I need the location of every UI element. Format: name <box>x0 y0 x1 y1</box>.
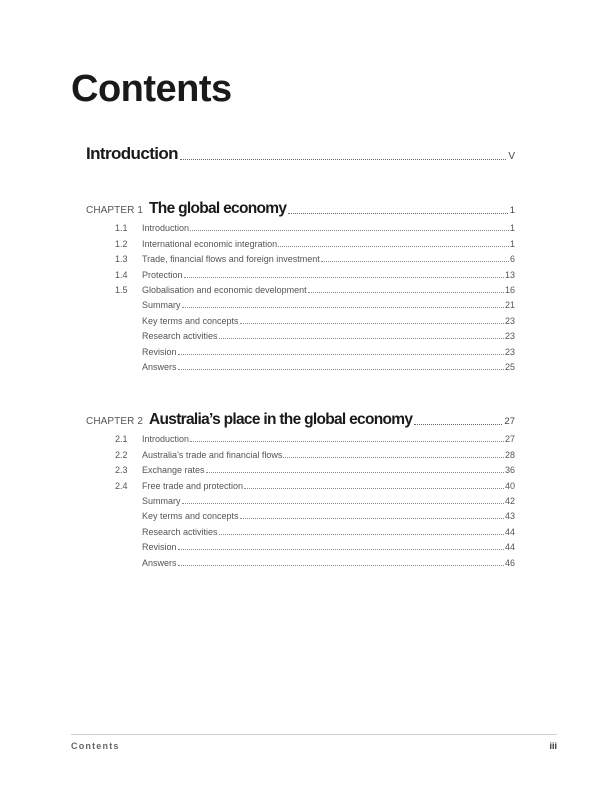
toc-entry[interactable] <box>86 492 515 507</box>
dot-leader <box>244 487 504 489</box>
entry-title: Key terms and concepts <box>142 315 239 326</box>
dot-leader <box>190 229 509 231</box>
entry-title: Australia’s trade and financial flows <box>142 449 283 460</box>
entry-number: 1.3 <box>115 254 128 265</box>
chapter-label: CHAPTER 1 <box>86 205 144 216</box>
entry-title: Revision <box>142 346 177 357</box>
dot-leader <box>219 337 504 339</box>
toc-entry[interactable] <box>86 311 515 326</box>
entry-title: Revision <box>142 542 177 553</box>
dot-leader <box>178 353 504 355</box>
toc-entry[interactable] <box>86 342 515 357</box>
entry-number: 1.5 <box>115 284 128 295</box>
entry-page: 1 <box>509 223 515 234</box>
chapter-page: 1 <box>509 205 515 216</box>
chapter-1-heading[interactable] <box>86 196 515 218</box>
entry-title: Trade, financial flows and foreign investment <box>142 254 320 265</box>
entry-page: 44 <box>504 542 515 553</box>
dot-leader <box>321 260 509 262</box>
toc-entry[interactable] <box>86 358 515 373</box>
entry-page: 40 <box>504 480 515 491</box>
toc-entry[interactable] <box>86 327 515 342</box>
toc-introduction-title: Introduction <box>86 144 178 163</box>
toc-introduction-page: V <box>508 151 515 162</box>
chapter-title: The global economy <box>149 200 287 217</box>
entry-title: Research activities <box>142 526 218 537</box>
entry-title: Exchange rates <box>142 465 205 476</box>
entry-page: 13 <box>504 269 515 280</box>
toc-entry[interactable] <box>86 553 515 568</box>
dot-leader <box>308 291 504 293</box>
entry-page: 44 <box>504 526 515 537</box>
dot-leader <box>178 548 504 550</box>
entry-title: Answers <box>142 361 177 372</box>
dot-leader <box>180 158 506 160</box>
entry-title: Answers <box>142 557 177 568</box>
entry-page: 16 <box>504 284 515 295</box>
chapter-label: CHAPTER 2 <box>86 416 144 427</box>
dot-leader <box>190 440 504 442</box>
entry-number: 1.4 <box>115 269 128 280</box>
entry-title: Globalisation and economic development <box>142 284 307 295</box>
entry-page: 27 <box>504 434 515 445</box>
entry-number: 2.1 <box>115 434 128 445</box>
entry-title: Key terms and concepts <box>142 511 239 522</box>
entry-page: 6 <box>509 254 515 265</box>
chapter-title: Australia’s place in the global economy <box>149 411 413 428</box>
footer-page-number: iii <box>549 741 557 751</box>
toc-entry[interactable] <box>86 461 515 476</box>
chapter-2-heading[interactable] <box>86 407 515 429</box>
toc-entry[interactable] <box>86 445 515 460</box>
dot-leader <box>283 456 504 458</box>
entry-number: 2.2 <box>115 449 128 460</box>
entry-title: International economic integration <box>142 238 278 249</box>
toc-entry[interactable] <box>86 538 515 553</box>
entry-page: 42 <box>504 495 515 506</box>
entry-title: Introduction <box>142 434 190 445</box>
entry-title: Introduction <box>142 223 190 234</box>
entry-page: 21 <box>504 300 515 311</box>
footer-divider <box>71 734 557 735</box>
dot-leader <box>182 502 504 504</box>
dot-leader <box>182 306 504 308</box>
toc-entry[interactable] <box>86 476 515 491</box>
chapter-2-section <box>86 407 515 569</box>
entry-number: 1.1 <box>115 223 128 234</box>
entry-page: 23 <box>504 331 515 342</box>
dot-leader <box>178 564 504 566</box>
dot-leader <box>278 245 509 247</box>
toc-entry[interactable] <box>86 522 515 537</box>
dot-leader <box>240 517 504 519</box>
entry-number: 2.3 <box>115 465 128 476</box>
footer-section-label: Contents <box>71 741 120 751</box>
page-title: Contents <box>71 68 232 110</box>
chapter-1-section <box>86 196 515 373</box>
chapter-2-entries <box>86 430 515 569</box>
dot-leader <box>178 368 504 370</box>
entry-title: Summary <box>142 300 181 311</box>
toc-entry[interactable] <box>86 219 515 234</box>
entry-page: 1 <box>509 238 515 249</box>
entry-number: 2.4 <box>115 480 128 491</box>
toc-entry[interactable] <box>86 250 515 265</box>
entry-page: 36 <box>504 465 515 476</box>
entry-page: 43 <box>504 511 515 522</box>
entry-page: 23 <box>504 346 515 357</box>
entry-page: 46 <box>504 557 515 568</box>
entry-page: 25 <box>504 361 515 372</box>
toc-entry[interactable] <box>86 296 515 311</box>
dot-leader <box>288 212 507 214</box>
dot-leader <box>240 322 504 324</box>
dot-leader <box>219 533 504 535</box>
toc-entry[interactable] <box>86 234 515 249</box>
entry-number: 1.2 <box>115 238 128 249</box>
toc-introduction-row[interactable] <box>86 140 515 164</box>
chapter-1-entries <box>86 219 515 373</box>
toc-entry[interactable] <box>86 507 515 522</box>
entry-title: Summary <box>142 495 181 506</box>
dot-leader <box>206 471 504 473</box>
dot-leader <box>184 276 504 278</box>
entry-page: 28 <box>504 449 515 460</box>
dot-leader <box>414 423 502 425</box>
toc-entry[interactable] <box>86 265 515 280</box>
toc-entry[interactable] <box>86 281 515 296</box>
entry-title: Protection <box>142 269 183 280</box>
entry-title: Research activities <box>142 331 218 342</box>
chapter-page: 27 <box>504 416 515 427</box>
toc-entry[interactable] <box>86 430 515 445</box>
entry-title: Free trade and protection <box>142 480 244 491</box>
entry-page: 23 <box>504 315 515 326</box>
